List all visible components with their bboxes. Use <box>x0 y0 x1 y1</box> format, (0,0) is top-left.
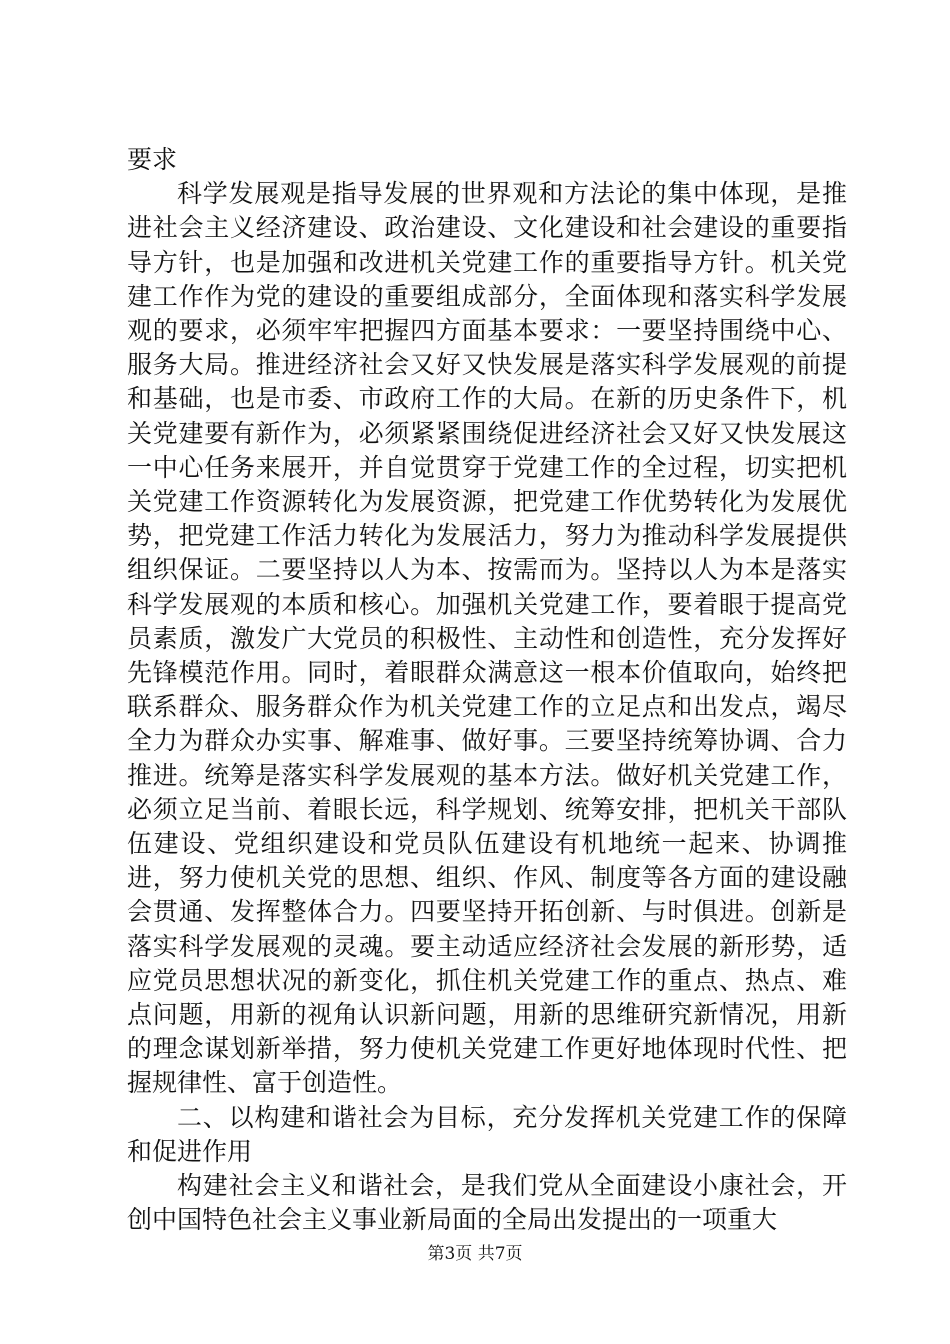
paragraph-harmonious-society: 构建社会主义和谐社会，是我们党从全面建设小康社会，开创中国特色社会主义事业新局面的全局出发提出的一项重大 <box>127 1171 847 1235</box>
paragraph-scientific-outlook: 科学发展观是指导发展的世界观和方法论的集中体现，是推进社会主义经济建设、政治建设、文化建设和社会建设的重要指导方针，也是加强和改进机关党建工作的重要指导方针。机关党建工作作为党的建设的重要组成部分，全面体现和落实科学发展观的要求，必须牢牢把握四方面基本要求：一要坚持围绕中心、服务大局。推进经济社会又好又快发展是落实科学发展观的前提和基础，也是市委、市政府工作的大局。在新的历史条件下，机关党建要有新作为，必须紧紧围绕促进经济社会又好又快发展这一中心任务来展开，并自觉贯穿于党建工作的全过程，切实把机关党建工作资源转化为发展资源，把党建工作优势转化为发展优势，把党建工作活力转化为发展活力，努力为推动科学发展提供组织保证。二要坚持以人为本、按需而为。坚持以人为本是落实科学发展观的本质和核心。加强机关党建工作，要着眼于提高党员素质，激发广大党员的积极性、主动性和创造性，充分发挥好先锋模范作用。同时，着眼群众满意这一根本价值取向，始终把联系群众、服务群众作为机关党建工作的立足点和出发点，竭尽全力为群众办实事、解难事、做好事。三要坚持统筹协调、合力推进。统筹是落实科学发展观的基本方法。做好机关党建工作，必须立足当前、着眼长远，科学规划、统筹安排，把机关干部队伍建设、党组织建设和党员队伍建设有机地统一起来、协调推进，努力使机关党的思想、组织、作风、制度等各方面的建设融会贯通、发挥整体合力。四要坚持开拓创新、与时俱进。创新是落实科学发展观的灵魂。要主动适应经济社会发展的新形势，适应党员思想状况的新变化，抓住机关党建工作的重点、热点、难点问题，用新的视角认识新问题，用新的思维研究新情况，用新的理念谋划新举措，努力使机关党建工作更好地体现时代性、把握规律性、富于创造性。 <box>127 179 847 1098</box>
document-body <box>127 143 847 1238</box>
page-number-footer: 第3页 共7页 <box>427 1244 523 1264</box>
paragraph-heading-continuation: 要求 <box>127 145 178 174</box>
section-heading-harmonious-society: 二、以构建和谐社会为目标，充分发挥机关党建工作的保障和促进作用 <box>127 1102 847 1166</box>
